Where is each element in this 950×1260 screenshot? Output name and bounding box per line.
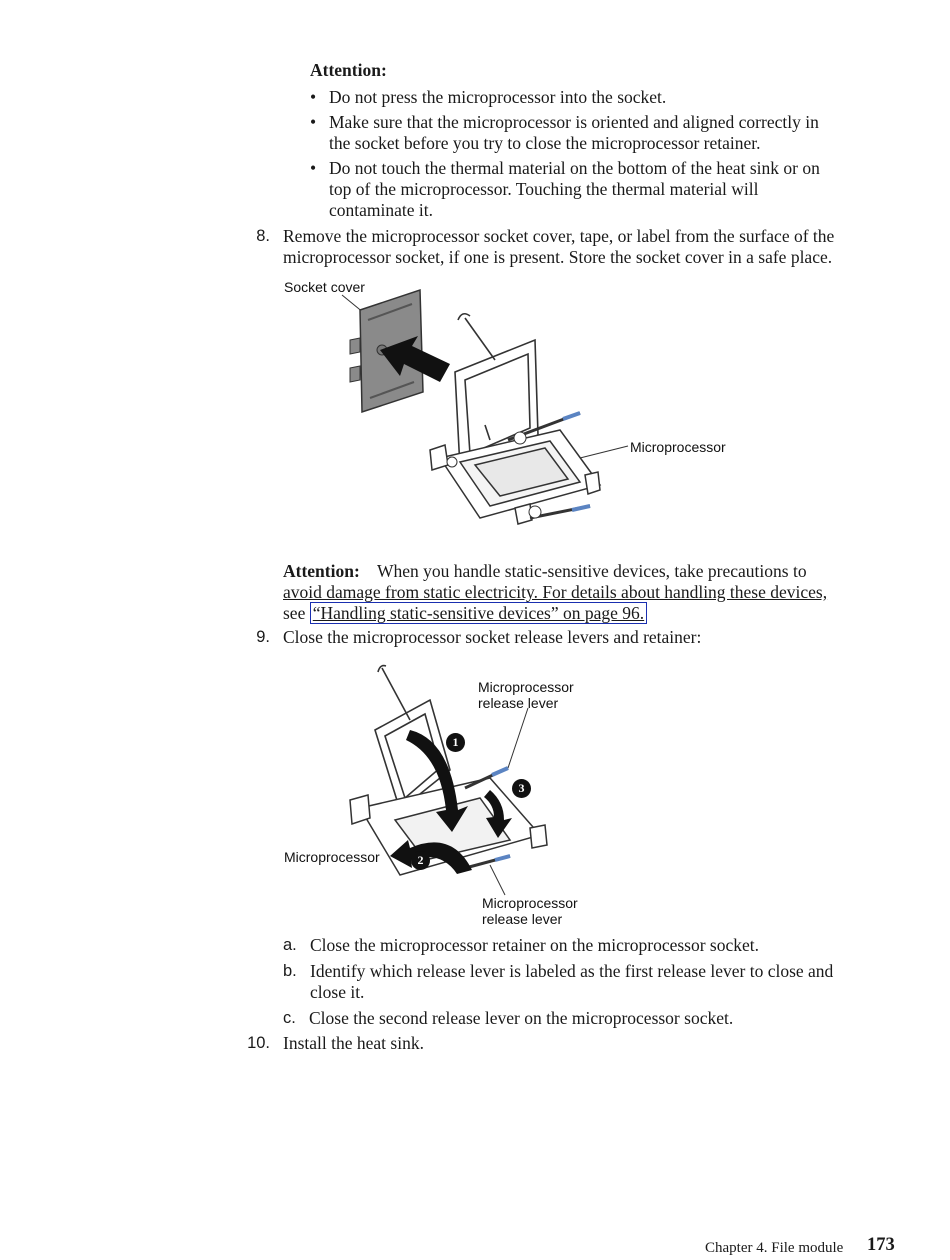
step-number-8: 8. xyxy=(256,227,270,245)
callout-release-lever-bottom: Microprocessor release lever xyxy=(482,895,578,927)
step-9-text: Close the microprocessor socket release levers and retainer: xyxy=(283,627,702,647)
substep-a-text: Close the microprocessor retainer on the microprocessor socket. xyxy=(310,935,760,955)
substep-label-c: c. xyxy=(283,1009,296,1027)
attention-block-2: Attention: When you handle static-sensitive devices, take precautions to avoid damage from static electricity. For details about handling these devices, see “Handling static-sensitive devices” on page 96. xyxy=(283,561,828,623)
attention-heading: Attention: xyxy=(310,60,387,80)
callout-release-lever-top: Microprocessor release lever xyxy=(478,679,574,711)
callout-microprocessor-2: Microprocessor xyxy=(284,849,380,865)
footer-chapter: Chapter 4. File module xyxy=(705,1240,844,1256)
substep-label-a: a. xyxy=(283,936,297,954)
step-number-10: 10. xyxy=(247,1034,270,1052)
step-marker-2: 2 xyxy=(411,851,430,870)
attention-heading: Attention: xyxy=(283,561,360,581)
step-number-9: 9. xyxy=(256,628,270,646)
handling-static-sensitive-link[interactable]: “Handling static-sensitive devices” on page 96. xyxy=(310,602,647,624)
bullet-marker: • xyxy=(310,112,317,132)
callout-microprocessor: Microprocessor xyxy=(630,439,726,455)
step-marker-3: 3 xyxy=(512,779,531,798)
bullet-marker: • xyxy=(310,87,317,107)
step-8-text: Remove the microprocessor socket cover, tape, or label from the surface of the microprocessor socket, if one is present. Store the socket cover in a safe place. xyxy=(283,226,835,267)
step-10-text: Install the heat sink. xyxy=(283,1033,424,1053)
substep-c-text: Close the second release lever on the microprocessor socket. xyxy=(309,1008,734,1028)
bullet-item-3: Do not touch the thermal material on the bottom of the heat sink or on top of the microprocessor. Touching the thermal material will contaminate it. xyxy=(329,158,820,220)
bullet-item-2: Make sure that the microprocessor is oriented and aligned correctly in the socket before you try to close the microprocessor retainer. xyxy=(329,112,819,153)
substep-b-text: Identify which release lever is labeled as the first release lever to close and close it. xyxy=(310,961,834,1002)
socket-cover-illustration xyxy=(280,280,750,540)
page-number: 173 xyxy=(867,1235,895,1255)
step-marker-1: 1 xyxy=(446,733,465,752)
bullet-marker: • xyxy=(310,158,317,178)
callout-socket-cover: Socket cover xyxy=(284,279,365,295)
bullet-item-1: Do not press the microprocessor into the socket. xyxy=(329,87,667,107)
substep-label-b: b. xyxy=(283,962,297,980)
